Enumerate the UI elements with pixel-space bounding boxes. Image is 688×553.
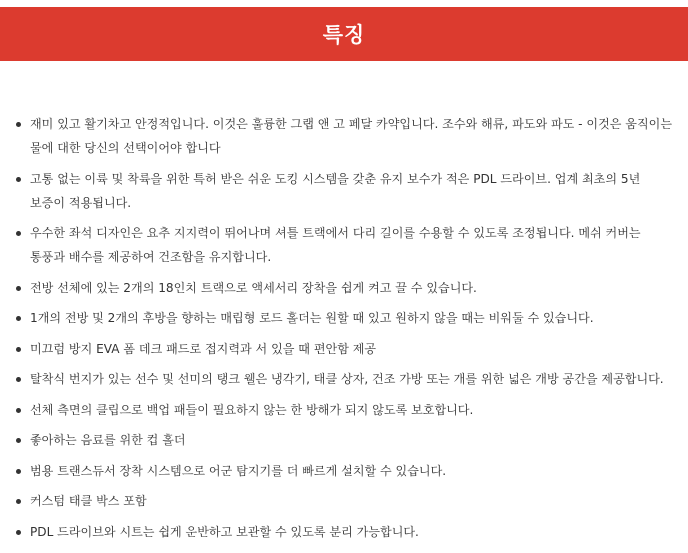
bullet-dot-icon	[16, 408, 21, 413]
list-item-text: 고통 없는 이륙 및 착륙을 위한 특허 받은 쉬운 도킹 시스템을 갖춘 유지 보수가 적은 PDL 드라이브. 업계 최초의 5년 보증이 적용됩니다.	[30, 171, 641, 210]
list-item-text: 선체 측면의 클립으로 백업 패들이 필요하지 않는 한 방해가 되지 않도록 보호합니다.	[30, 402, 474, 417]
bullet-dot-icon	[16, 469, 21, 474]
list-item	[16, 520, 672, 544]
list-item-text: 우수한 좌석 디자인은 요추 지지력이 뛰어나며 셔틀 트랙에서 다리 길이를 수용할 수 있도록 조정됩니다. 메쉬 커버는 통풍과 배수를 제공하여 건조함을 유지합니다.	[30, 226, 641, 264]
bullet-dot-icon	[16, 316, 21, 321]
bullet-dot-icon	[16, 286, 21, 291]
list-item-text: 재미 있고 활기차고 안정적입니다. 이것은 훌륭한 그랩 앤 고 페달 카약입니다. 조수와 해류, 파도와 파도 - 이것은 움직이는 물에 대한 당신의 선택이어야 합니다	[30, 117, 673, 155]
bullet-dot-icon	[16, 231, 21, 236]
list-item	[16, 276, 672, 300]
list-item	[16, 221, 672, 269]
bullet-dot-icon	[16, 122, 21, 127]
list-item	[16, 428, 672, 452]
list-item-text: 탈착식 번지가 있는 선수 및 선미의 탱크 웰은 냉각기, 태클 상자, 건조 가방 또는 개를 위한 넓은 개방 공간을 제공합니다.	[30, 372, 664, 386]
header-banner	[0, 7, 688, 61]
bullet-dot-icon	[16, 347, 21, 352]
list-item	[16, 112, 672, 160]
bullet-dot-icon	[16, 377, 21, 382]
list-item	[16, 459, 672, 483]
list-item-text: 좋아하는 음료를 위한 컵 홀더	[30, 433, 186, 447]
list-item-text: PDL 드라이브와 시트는 쉽게 운반하고 보관할 수 있도록 분리 가능합니다.	[30, 524, 419, 539]
list-item-text: 범용 트랜스듀서 장착 시스템으로 어군 탐지기를 더 빠르게 설치할 수 있습니다.	[30, 463, 447, 478]
list-item-text: 전방 선체에 있는 2개의 18인치 트랙으로 액세서리 장착을 쉽게 켜고 끌 수 있습니다.	[30, 280, 477, 295]
list-item	[16, 306, 672, 330]
bullet-dot-icon	[16, 530, 21, 535]
page-title: 특징	[322, 23, 366, 47]
bullet-dot-icon	[16, 438, 21, 443]
list-item	[16, 398, 672, 422]
bullet-dot-icon	[16, 499, 21, 504]
list-item	[16, 337, 672, 361]
feature-list	[16, 112, 672, 550]
list-item	[16, 489, 672, 513]
bullet-dot-icon	[16, 177, 21, 182]
list-item-text: 커스텀 태클 박스 포함	[30, 494, 147, 508]
list-item-text: 미끄럼 방지 EVA 폼 데크 패드로 접지력과 서 있을 때 편안함 제공	[30, 341, 377, 356]
list-item	[16, 167, 672, 215]
list-item-text: 1개의 전방 및 2개의 후방을 향하는 매립형 로드 홀더는 원할 때 있고 원하지 않을 때는 비워둘 수 있습니다.	[30, 311, 594, 325]
list-item	[16, 367, 672, 391]
